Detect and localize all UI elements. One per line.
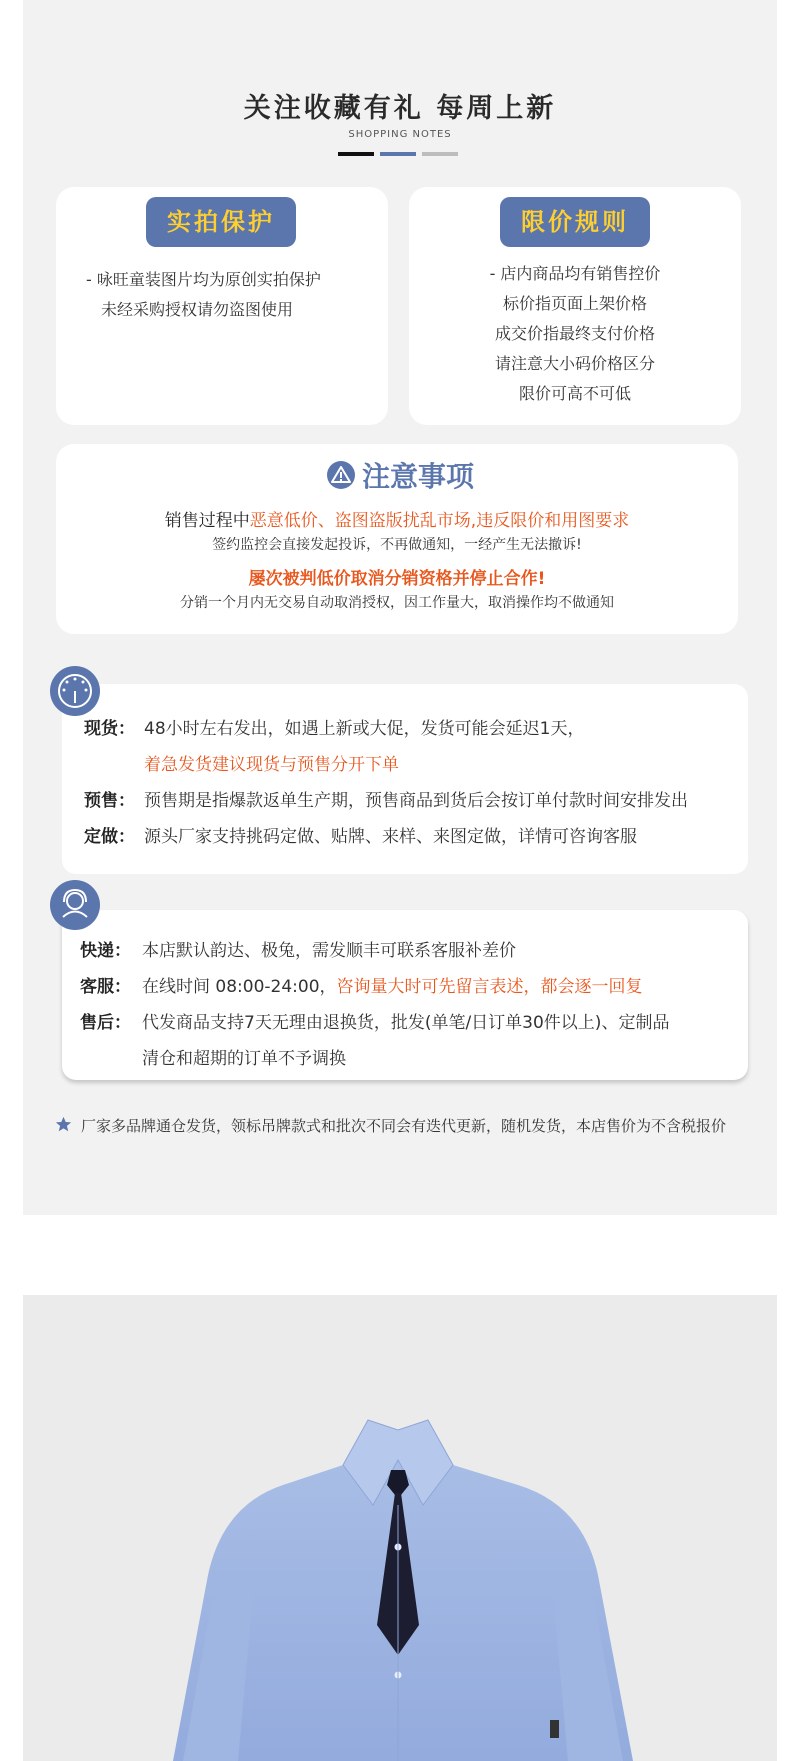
shipping-value-presale: 预售期是指爆款返单生产期，预售商品到货后会按订单付款时间安排发出 xyxy=(144,791,688,811)
notice-line-1 xyxy=(56,506,738,531)
notice-line-3: 屡次被判低价取消分销资格并停止合作! xyxy=(248,569,546,589)
service-key-express: 快递： xyxy=(80,941,131,961)
price-rules-text xyxy=(409,259,741,409)
price-rules-line-2: 标价指页面上架价格 xyxy=(502,294,647,313)
photo-protection-card xyxy=(56,187,388,425)
star-icon xyxy=(55,1116,72,1137)
photo-protection-line-2: 未经采购授权请勿盗图使用 xyxy=(101,300,294,319)
price-rules-line-3: 成交价指最终支付价格 xyxy=(494,324,655,343)
service-value-express: 本店默认韵达、极兔，需发顺丰可联系客服补差价 xyxy=(142,941,516,961)
footer-note: 厂家多品牌通仓发货，领标吊牌款式和批次不同会有迭代更新，随机发货，本店售价为不含税报价 xyxy=(81,1117,727,1135)
title-divider-blue xyxy=(380,152,416,156)
notice-line-4: 分销一个月内无交易自动取消授权，因工作量大，取消操作均不做通知 xyxy=(180,595,614,611)
photo-protection-badge: 实拍保护 xyxy=(146,197,296,247)
notice-line-1-highlight: 恶意低价、盗图盗版扰乱市场,违反限价和用图要求 xyxy=(249,511,630,531)
shipping-key-stock: 现货： xyxy=(84,719,135,739)
shirt-image xyxy=(23,1295,777,1761)
title-divider-grey xyxy=(422,152,458,156)
service-value-after-sales-2: 清仓和超期的订单不予调换 xyxy=(142,1049,346,1069)
price-rules-badge: 限价规则 xyxy=(500,197,650,247)
shipping-value-stock: 48小时左右发出，如遇上新或大促，发货可能会延迟1天， xyxy=(144,719,585,739)
service-key-after-sales: 售后： xyxy=(80,1013,131,1033)
shipping-key-custom: 定做： xyxy=(84,827,135,847)
shipping-key-presale: 预售： xyxy=(84,791,135,811)
shipping-value-custom: 源头厂家支持挑码定做、贴牌、来样、来图定做，详情可咨询客服 xyxy=(144,827,637,847)
notice-title: 注意事项 xyxy=(361,460,474,493)
photo-protection-line-1: - 咏旺童装图片均为原创实拍保护 xyxy=(86,270,321,289)
service-value-support xyxy=(142,972,643,997)
notice-heading xyxy=(0,455,800,497)
service-support-highlight: 咨询量大时可先留言表述，都会逐一回复 xyxy=(336,977,643,997)
notice-line-2: 签约监控会直接发起投诉，不再做通知，一经产生无法撤诉! xyxy=(212,537,582,553)
service-support-hours: 在线时间 08:00-24:00， xyxy=(142,977,337,997)
clock-icon xyxy=(50,666,100,716)
price-rules-line-4: 请注意大小码价格区分 xyxy=(494,354,655,373)
notice-line-1-prefix: 销售过程中 xyxy=(164,511,250,531)
price-rules-line-5: 限价可高不可低 xyxy=(518,384,631,403)
product-photo xyxy=(23,1295,777,1761)
service-value-after-sales: 代发商品支持7天无理由退换货，批发(单笔/日订单30件以上)、定制品 xyxy=(142,1013,670,1033)
page-subtitle: SHOPPING NOTES xyxy=(348,129,452,140)
page-title: 关注收藏有礼 每周上新 xyxy=(243,93,557,124)
photo-protection-text xyxy=(86,265,386,325)
shipping-value-stock-note: 着急发货建议现货与预售分开下单 xyxy=(144,755,399,775)
price-rules-card xyxy=(409,187,741,425)
service-key-support: 客服： xyxy=(80,977,131,997)
customer-service-icon xyxy=(50,880,100,930)
title-divider-black xyxy=(338,152,374,156)
price-rules-line-1: - 店内商品均有销售控价 xyxy=(489,264,661,283)
warning-icon xyxy=(326,460,356,497)
